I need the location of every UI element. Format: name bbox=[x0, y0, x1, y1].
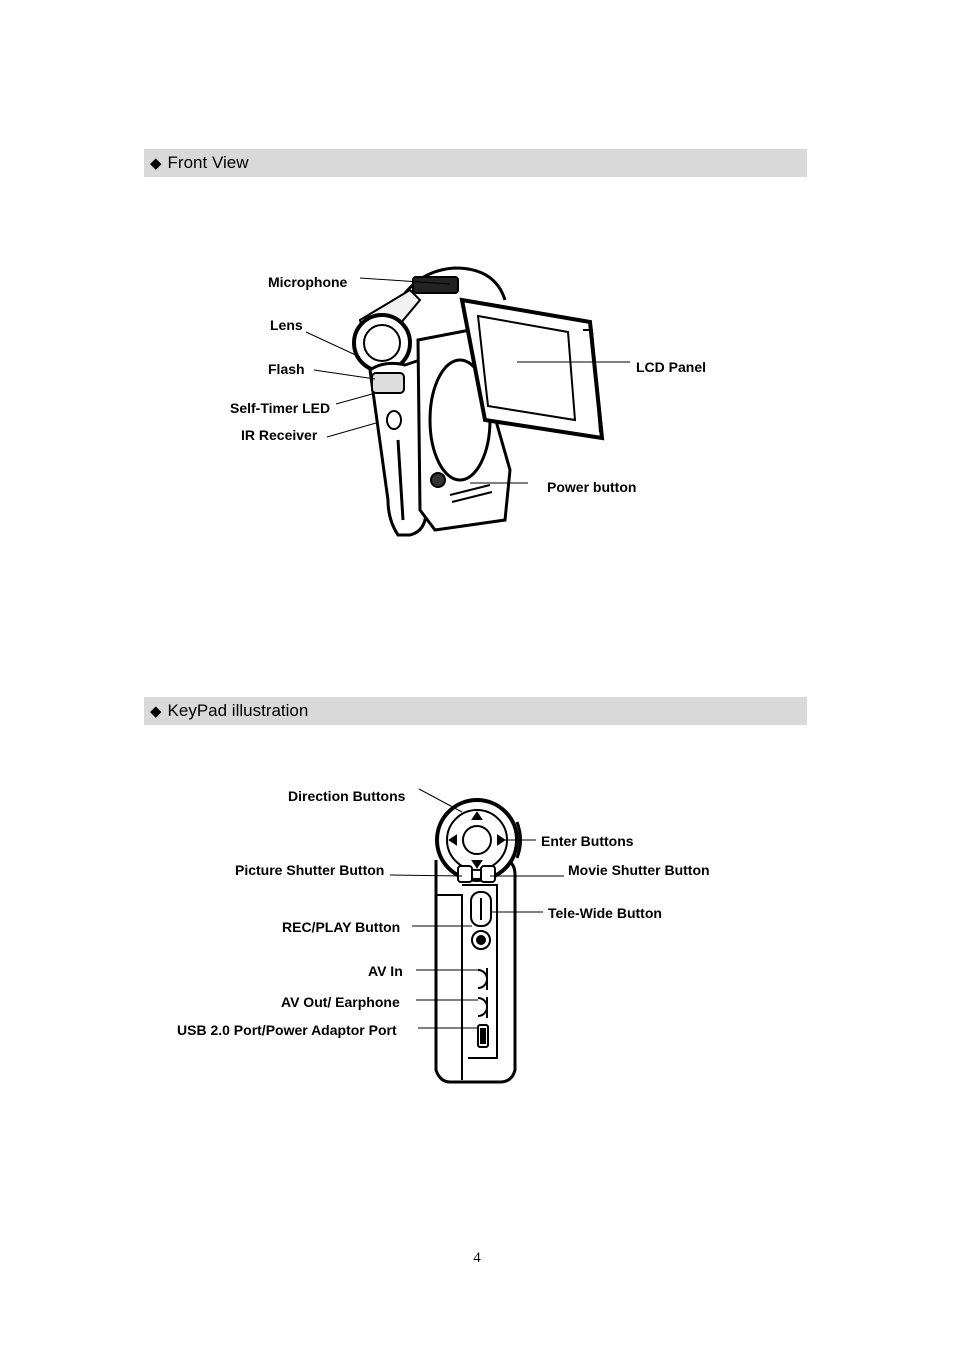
section-title: Front View bbox=[167, 153, 249, 172]
label-lcd-panel: LCD Panel bbox=[636, 359, 707, 375]
label-lens: Lens bbox=[270, 317, 303, 333]
leader-line bbox=[419, 789, 462, 812]
label-flash: Flash bbox=[268, 361, 305, 377]
diamond-bullet-icon: ◆ bbox=[150, 155, 162, 172]
label-power-button: Power button bbox=[547, 479, 637, 495]
section-title: KeyPad illustration bbox=[167, 701, 309, 720]
label-picture-shutter-button: Picture Shutter Button bbox=[235, 862, 385, 878]
diamond-bullet-icon: ◆ bbox=[150, 703, 162, 720]
label-enter-buttons: Enter Buttons bbox=[541, 833, 634, 849]
label-microphone: Microphone bbox=[268, 274, 348, 290]
label-movie-shutter-button: Movie Shutter Button bbox=[568, 862, 710, 878]
page-number: 4 bbox=[473, 1250, 481, 1266]
label-av-out-earphone: AV Out/ Earphone bbox=[281, 994, 400, 1010]
label-tele-wide-button: Tele-Wide Button bbox=[548, 905, 662, 921]
label-usb-port: USB 2.0 Port/Power Adaptor Port bbox=[177, 1022, 397, 1038]
label-self-timer-led: Self-Timer LED bbox=[230, 400, 331, 416]
label-ir-receiver: IR Receiver bbox=[241, 427, 318, 443]
label-av-in: AV In bbox=[368, 963, 403, 979]
label-rec-play-button: REC/PLAY Button bbox=[282, 919, 401, 935]
leader-line bbox=[390, 875, 462, 876]
label-direction-buttons: Direction Buttons bbox=[288, 788, 406, 804]
